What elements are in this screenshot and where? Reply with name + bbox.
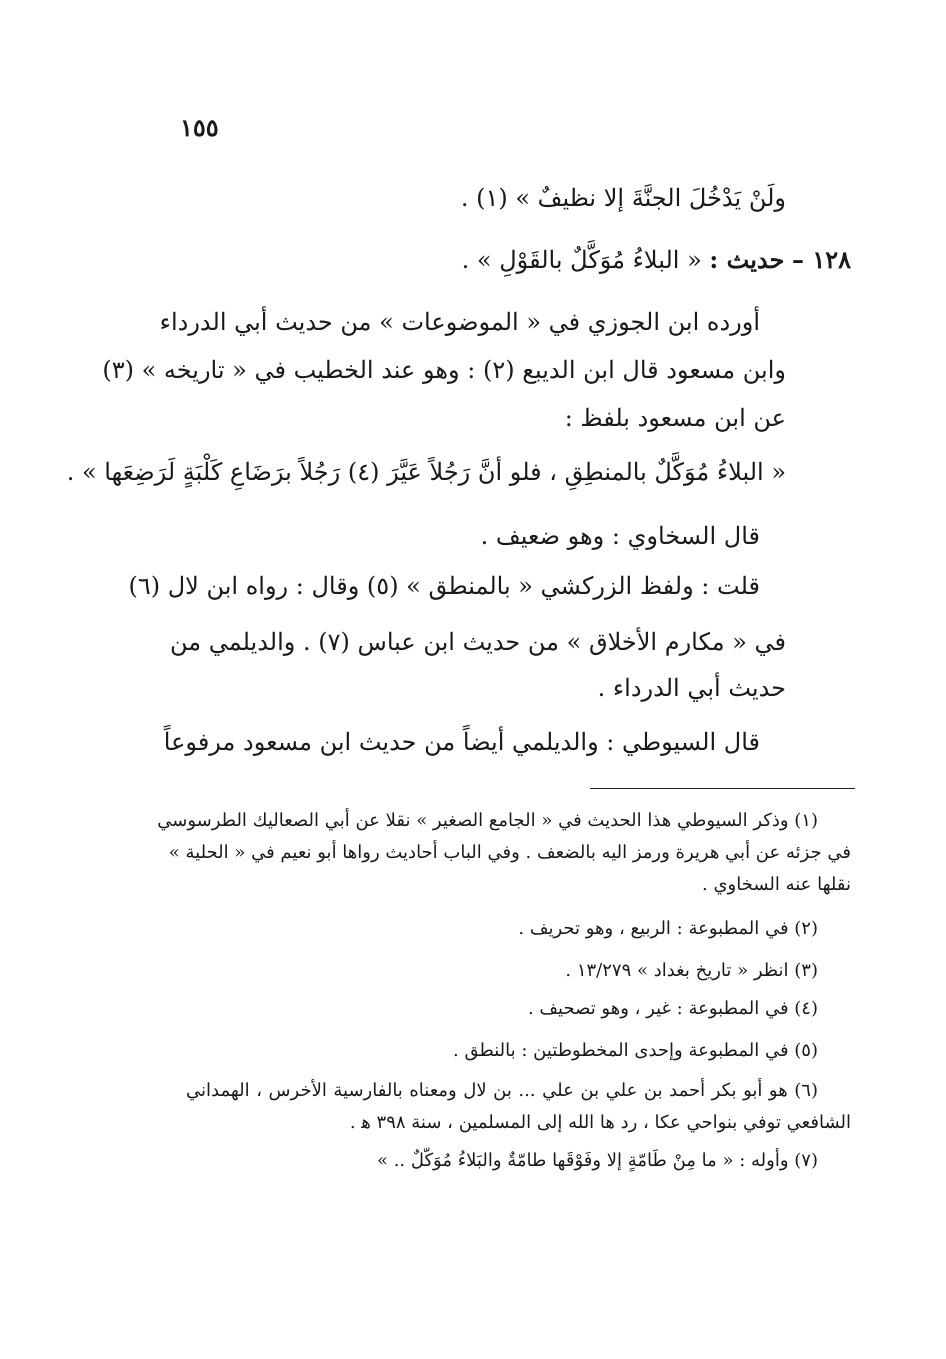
hadith-number: ١٢٨ – (791, 245, 851, 274)
footnote-1-continued: نقلها عنه السخاوي . (702, 874, 851, 895)
footnote-4: (٤) في المطبوعة : غير ، وهو تصحيف . (527, 998, 818, 1019)
paragraph-line: قال السخاوي : وهو ضعيف . (480, 522, 760, 550)
footnote-6-continued: الشافعي توفي بنواحي عكا ، رد ها الله إلى المسلمين ، سنة ٣٩٨ ﻫ . (349, 1112, 851, 1133)
footnote-3: (٣) انظر « تاريخ بغداد » ١٣/٢٧٩ . (565, 960, 818, 981)
footnote-1: (١) وذكر السيوطي هذا الحديث في « الجامع الصغير » نقلا عن أبي الصعاليك الطرسوسي (157, 810, 818, 831)
page-number: ١٥٥ (180, 113, 219, 142)
hadith-heading (462, 240, 851, 280)
footnote-7: (٧) وأوله : « ما مِنْ طَامّةٍ إلا وفَوْقَها طامّةٌ والبَلاءُ مُوَكّلٌ .. » (376, 1150, 818, 1171)
footnote-6: (٦) هو أبو بكر أحمد بن علي بن علي ... بن لال ومعناه بالفارسية الأخرس ، الهمداني (186, 1080, 818, 1101)
hadith-text: « البلاءُ مُوَكَّلٌ بالقَوْلِ » . (461, 246, 702, 274)
paragraph-line: في « مكارم الأخلاق » من حديث ابن عباس (٧) . والديلمي من (169, 628, 786, 656)
paragraph-line: عن ابن مسعود بلفظ : (564, 404, 786, 432)
footnote-separator (590, 788, 855, 789)
footnote-2: (٢) في المطبوعة : الربيع ، وهو تحريف . (518, 918, 818, 939)
paragraph-line: قال السيوطي : والديلمي أيضاً من حديث ابن مسعود مرفوعاً (163, 728, 760, 756)
text-line-continuation: ولَنْ يَدْخُلَ الجنَّةَ إلا نظيفٌ » (١) . (460, 184, 786, 212)
footnote-5: (٥) في المطبوعة وإحدى المخطوطتين : بالنطق . (453, 1040, 818, 1061)
footnote-1-continued: في جزئه عن أبي هريرة ورمز اليه بالضعف . وفي الباب أحاديث رواها أبو نعيم في « الحلية » (168, 842, 851, 863)
paragraph-line: أورده ابن الجوزي في « الموضوعات » من حديث أبي الدرداء (159, 308, 760, 336)
paragraph-line: قلت : ولفظ الزركشي « بالمنطق » (٥) وقال : رواه ابن لال (٦) (128, 572, 760, 600)
paragraph-line: وابن مسعود قال ابن الديبع (٢) : وهو عند الخطيب في « تاريخه » (٣) (102, 356, 786, 384)
hadith-label: حديث : (709, 245, 785, 274)
paragraph-line: « البلاءُ مُوَكَّلٌ بالمنطِقِ ، فلو أنَّ رَجُلاً عَيَّرَ (٤) رَجُلاً برَضَاعِ كَلْبَةٍ لَرَضِعَها » . (66, 458, 786, 486)
paragraph-line: حديث أبي الدرداء . (597, 674, 786, 702)
